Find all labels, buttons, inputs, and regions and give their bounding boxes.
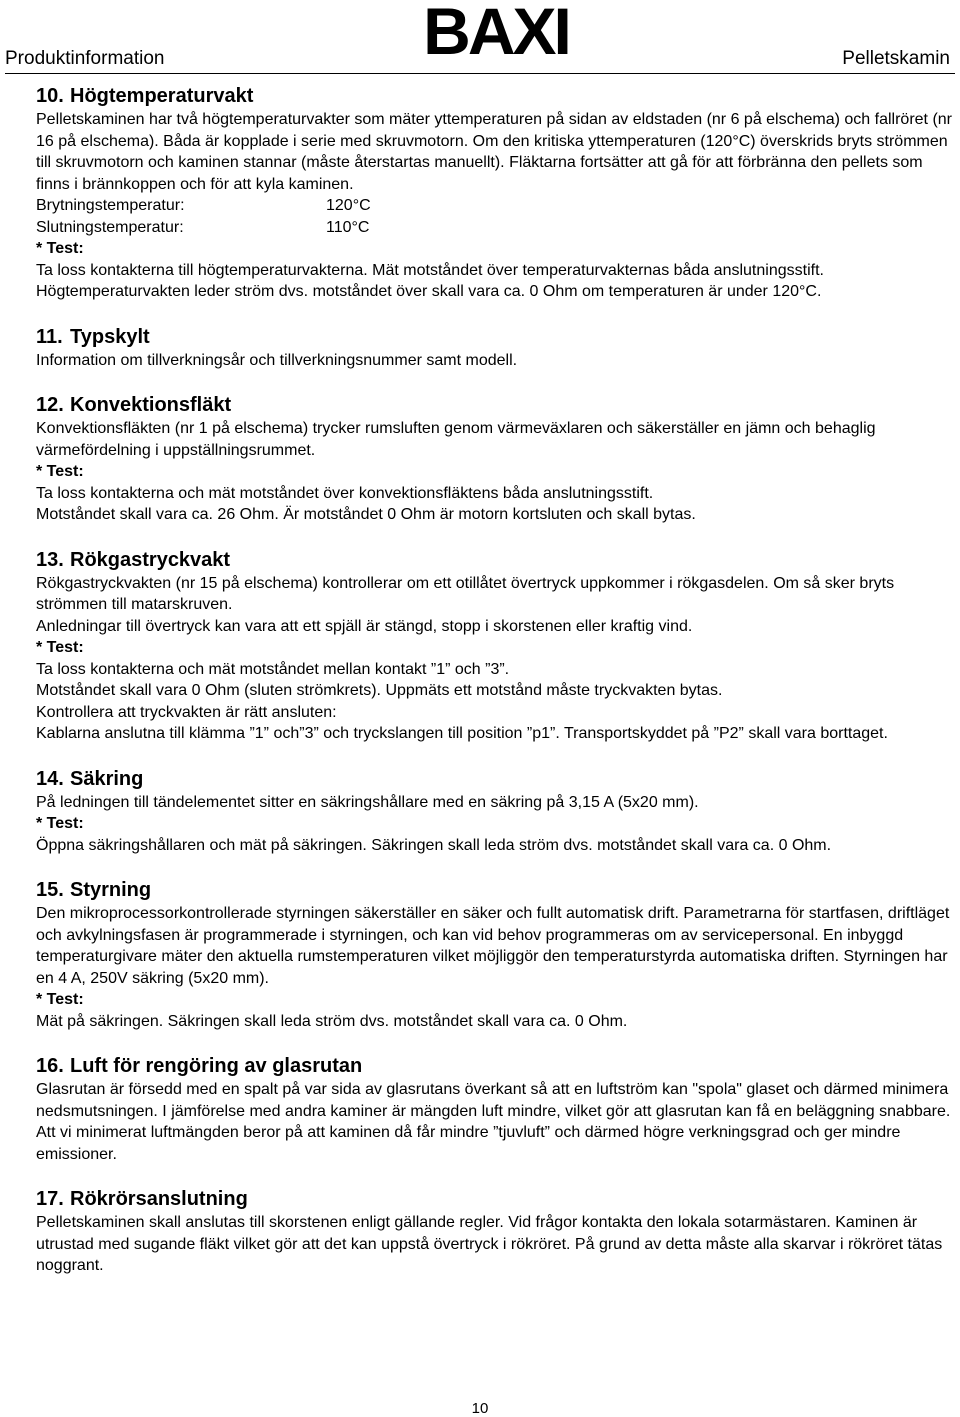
- temperature-row: Brytningstemperatur: 120°C: [36, 197, 371, 214]
- document-body: [36, 83, 956, 1277]
- section-14: [36, 766, 956, 857]
- test-text: Ta loss kontakterna och mät motståndet mellan kontakt ”1” och ”3”.: [36, 660, 510, 678]
- section-heading: 10. Högtemperaturvakt: [36, 85, 254, 107]
- section-paragraph: På ledningen till tändelementet sitter en säkringshållare med en säkring på 3,15 A (5x20 mm).: [36, 793, 699, 811]
- baxi-logo: [401, 2, 591, 60]
- test-text: Mät på säkringen. Säkringen skall leda ström dvs. motståndet skall vara ca. 0 Ohm.: [36, 1012, 628, 1030]
- baxi-logo-text: BAXI: [423, 2, 569, 60]
- section-13: [36, 547, 956, 745]
- test-label: * Test:: [36, 463, 84, 480]
- test-text: Motståndet skall vara ca. 26 Ohm. Är motståndet 0 Ohm är motorn kortsluten och skall bytas.: [36, 506, 696, 523]
- section-paragraph: Den mikroprocessorkontrollerade styrningen säkerställer en säker och fullt automatisk drift. Parametrarna för startfasen, driftläget och avkylningsfasen är programmerade i styrningen, och kan vid behov programmeras om av servicepersonal. En inbyggd temperaturgivare mäter den aktuella rumstemperaturen vilket möjliggör den temperaturstyrda automatiska driften. Styrningen har en 4 A, 250V säkring (5x20 mm).: [36, 905, 950, 987]
- section-paragraph: Pelletskaminen har två högtemperaturvakter som mäter yttemperaturen på sidan av eldstaden (nr 6 på elschema) och fallröret (nr 16 på elschema). Båda är kopplade i serie med skruvmotorn. Om den kritiska yttemperaturen (120°C) överskrids bryts strömmen till skruvmotorn och kaminen stannar (måste återstartas manuellt). Fläktarna fortsätter att gå för att förbränna den pellets som finns i brännkoppen och för att kyla kaminen.: [36, 111, 952, 193]
- test-text: Ta loss kontakterna och mät motståndet över konvektionsfläktens båda anslutningsstift.: [36, 484, 654, 502]
- test-text: Motståndet skall vara 0 Ohm (sluten strömkrets). Uppmäts ett motstånd måste tryckvakten bytas.: [36, 682, 723, 699]
- section-heading: 17. Rökrörsanslutning: [36, 1188, 248, 1210]
- section-paragraph: Rökgastryckvakten (nr 15 på elschema) kontrollerar om ett otillåtet övertryck uppkommer i rökgasdelen. Om så sker bryts strömmen till matarskruven.: [36, 574, 895, 613]
- section-11: [36, 324, 956, 372]
- section-15: [36, 877, 956, 1032]
- section-12: [36, 392, 956, 526]
- test-label: * Test:: [36, 815, 84, 832]
- header-divider: [5, 73, 955, 74]
- section-16: [36, 1053, 956, 1165]
- page-number: 10: [471, 1400, 489, 1417]
- section-heading: 15. Styrning: [36, 879, 152, 901]
- test-text: Kontrollera att tryckvakten är rätt ansluten:: [36, 703, 337, 721]
- test-text: Kablarna anslutna till klämma ”1” och”3” och tryckslangen till position ”p1”. Transportskyddet på ”P2” skall vara borttaget.: [36, 725, 888, 742]
- test-label: * Test:: [36, 240, 84, 257]
- page-header: [0, 0, 960, 74]
- section-paragraph: Information om tillverkningsår och tillverkningsnummer samt modell.: [36, 351, 518, 369]
- section-heading: 11. Typskylt: [36, 325, 150, 348]
- header-left-label: Produktinformation: [5, 48, 165, 69]
- section-paragraph: Pelletskaminen skall anslutas till skorstenen enligt gällande regler. Vid frågor kontakta den lokala sotarmästaren. Kaminen är utrustad med sugande fläkt vilket gör att det kan uppstå övertryck i rökröret. På grund av detta måste alla skarvar i rökröret tätas noggrant.: [36, 1214, 943, 1274]
- test-text: Högtemperaturvakten leder ström dvs. motståndet över skall vara ca. 0 Ohm om temperaturen är under 120°C.: [36, 283, 822, 300]
- test-label: * Test:: [36, 991, 84, 1008]
- section-heading: 14. Säkring: [36, 767, 144, 790]
- section-paragraph: Anledningar till övertryck kan vara att ett spjäll är stängd, stopp i skorstenen eller kraftig vind.: [36, 617, 693, 635]
- section-paragraph: Konvektionsfläkten (nr 1 på elschema) trycker rumsluften genom värmeväxlaren och säkerställer en jämn och behaglig värmefördelning i uppställningsrummet.: [36, 420, 876, 459]
- test-text: Ta loss kontakterna till högtemperaturvakterna. Mät motståndet över temperaturvakternas båda anslutningsstift.: [36, 261, 824, 279]
- test-label: * Test:: [36, 639, 84, 656]
- section-10: [36, 83, 956, 303]
- section-heading: 12. Konvektionsfläkt: [36, 394, 232, 416]
- test-text: Öppna säkringshållaren och mät på säkringen. Säkringen skall leda ström dvs. motståndet skall vara ca. 0 Ohm.: [36, 836, 832, 854]
- header-right-label: Pelletskamin: [842, 48, 950, 69]
- section-17: [36, 1186, 956, 1277]
- section-heading: 16. Luft för rengöring av glasrutan: [36, 1055, 363, 1077]
- section-paragraph: Glasrutan är försedd med en spalt på var sida av glasrutans överkant så att en luftström kan "spola" glaset och därmed minimera nedsmutsningen. I jämförelse med andra kaminer är mängden luft mindre, vilket gör att glasrutan kan få en beläggning snabbare. Att vi minimerat luftmängden beror på att kaminen då får mindre ”tjuvluft” och därmed högre verkningsgrad och ger mindre emissioner.: [36, 1081, 951, 1163]
- temperature-row: Slutningstemperatur: 110°C: [36, 218, 370, 236]
- section-heading: 13. Rökgastryckvakt: [36, 548, 231, 571]
